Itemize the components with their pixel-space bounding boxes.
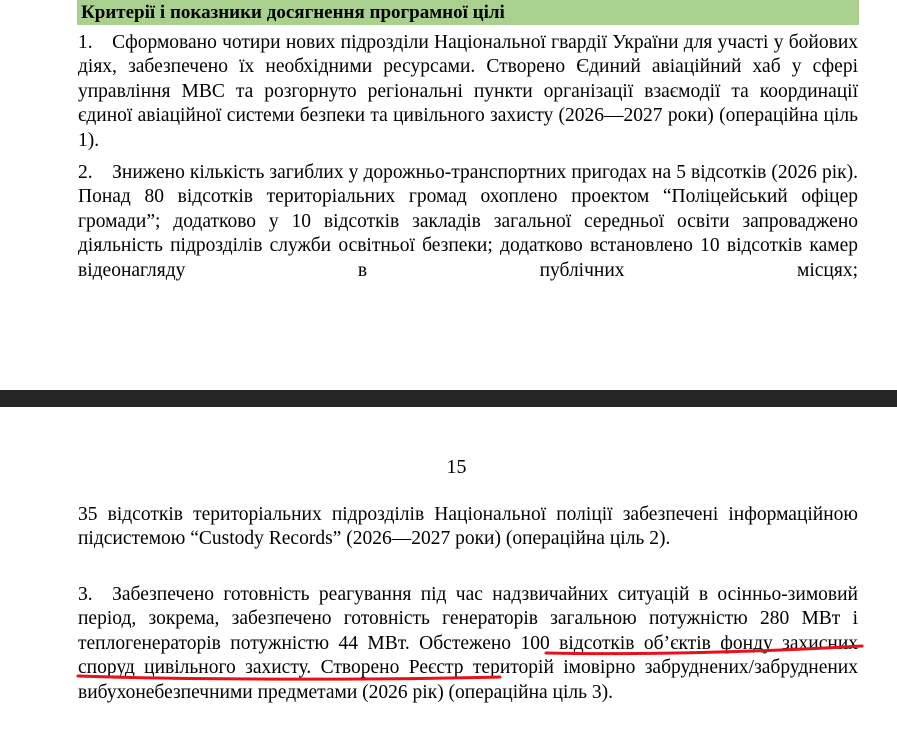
section-header bbox=[77, 0, 859, 25]
criterion-paragraph-3 bbox=[78, 583, 858, 705]
criterion-paragraph-2-continued: 35 відсотків територіальних підрозділів Національної поліції забезпечені інформаційною підсистемою “Custody Records” (2026—2027 роки) (операційна ціль 2). bbox=[78, 504, 858, 550]
page-break-divider bbox=[0, 390, 897, 407]
underlined-highlight-text: Обстежено 100 відсотків об’єктів фонду захисних споруд цивільного захисту bbox=[78, 632, 859, 679]
criterion-paragraph-1: 1. Сформовано чотири нових підрозділи Національної гвардії України для участі у бойових діях, забезпечено їх необхідними ресурсами. Створено Єдиний авіаційний хаб у сфері управління МВС та розгорнуто регіональні пункти організації взаємодії та координації єдиної авіаційної системи безпеки та цивільного захисту (2026—2027 роки) (операційна ціль 1). bbox=[78, 32, 858, 151]
paragraph-3-text-start: 3. Забезпечено готовність реагування під час надзвичайних ситуацій в осінньо-зимовий період, зокрема, забезпечено готовність генераторів загальною потужністю 280 МВт і теплогенераторів потужністю 44 МВт. bbox=[78, 584, 858, 654]
paragraph-3-text-end: . Створено Реєстр територій імовірно забруднених/забруднених вибухонебезпечними предметами (2026 рік) (операційна ціль 3). bbox=[78, 657, 858, 703]
page-number: 15 bbox=[446, 456, 467, 478]
section-header-title: Критерії і показники досягнення програмної цілі bbox=[81, 2, 505, 23]
criterion-paragraph-2: 2. Знижено кількість загиблих у дорожньо-транспортних пригодах на 5 відсотків (2026 рік). Понад 80 відсотків територіальних громад охоплено проектом “Поліцейський офіцер громади”; додатково у 10 відсотків закладів загальної середньої освіти запроваджено діяльність підрозділів служби освітньої безпеки; додатково встановлено 10 відсотків камер відеонагляду в публічних місцях; bbox=[78, 162, 858, 281]
